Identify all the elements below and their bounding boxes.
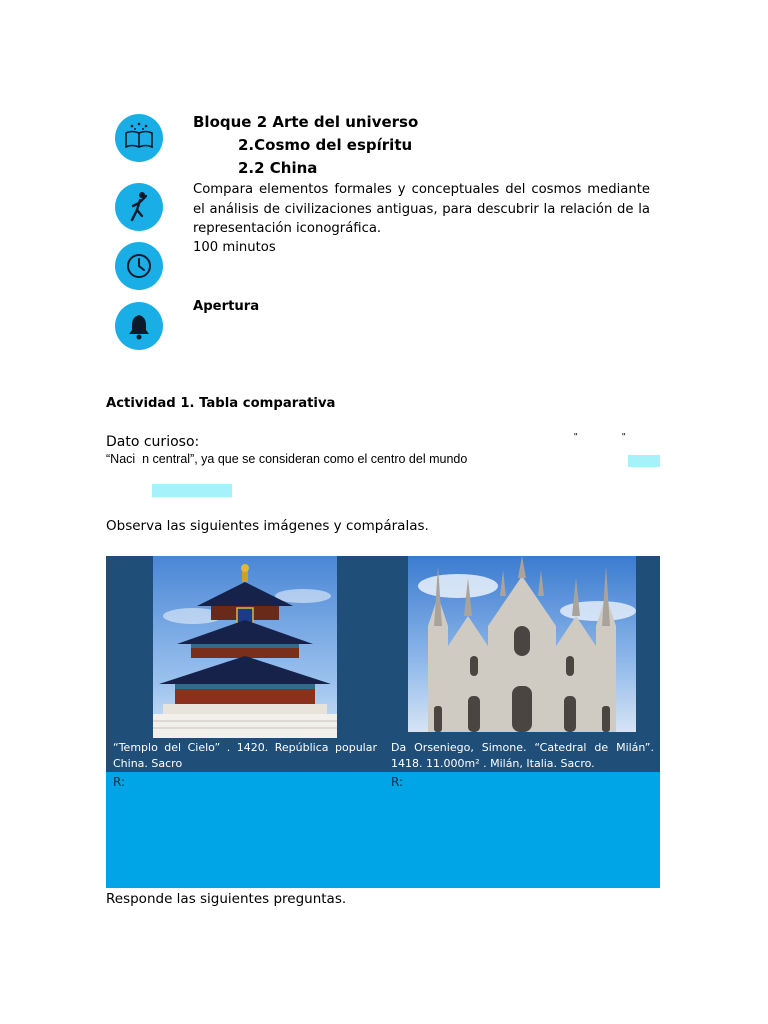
objective-text: Compara elementos formales y conceptuales del cosmos mediante el análisis de civilizaciones antiguas, para descubrir la relación de la representación iconográfica. [193,182,650,236]
answer-label-left: R: [113,775,126,789]
highlight-mark [628,455,660,467]
runner-icon [115,183,163,231]
duration-text: 100 minutos [193,240,276,255]
bell-icon [115,302,163,350]
respond-instruction: Responde las siguientes preguntas. [106,891,347,907]
answer-area [106,772,660,888]
highlight-mark [152,484,232,497]
fun-fact-heading: Dato curioso: [106,434,200,450]
answer-label-right: R: [391,775,404,789]
opening-label: Apertura [193,299,260,314]
observe-instruction: Observa las siguientes imágenes y compáralas. [106,518,429,534]
fun-fact-text: “Naci n central”, ya que se consideran como el centro del mundo [106,452,468,466]
subsection-title: 2.2 China [238,159,318,177]
block-title: Bloque 2 Arte del universo [193,113,419,131]
cathedral-caption: Da Orseniego, Simone. “Catedral de Milán”. 1418. 11.000m² . Milán, Italia. Sacro. [391,741,654,770]
clock-icon [115,242,163,290]
temple-of-heaven-image [153,556,337,738]
milan-cathedral-image [408,556,636,732]
temple-caption: “Templo del Cielo” . 1420. República popular China. Sacro [113,741,377,770]
activity-title: Actividad 1. Tabla comparativa [106,396,336,411]
book-icon [115,114,163,162]
fun-fact-quote-marks: " " [574,432,626,443]
section-title: 2.Cosmo del espíritu [238,136,413,154]
